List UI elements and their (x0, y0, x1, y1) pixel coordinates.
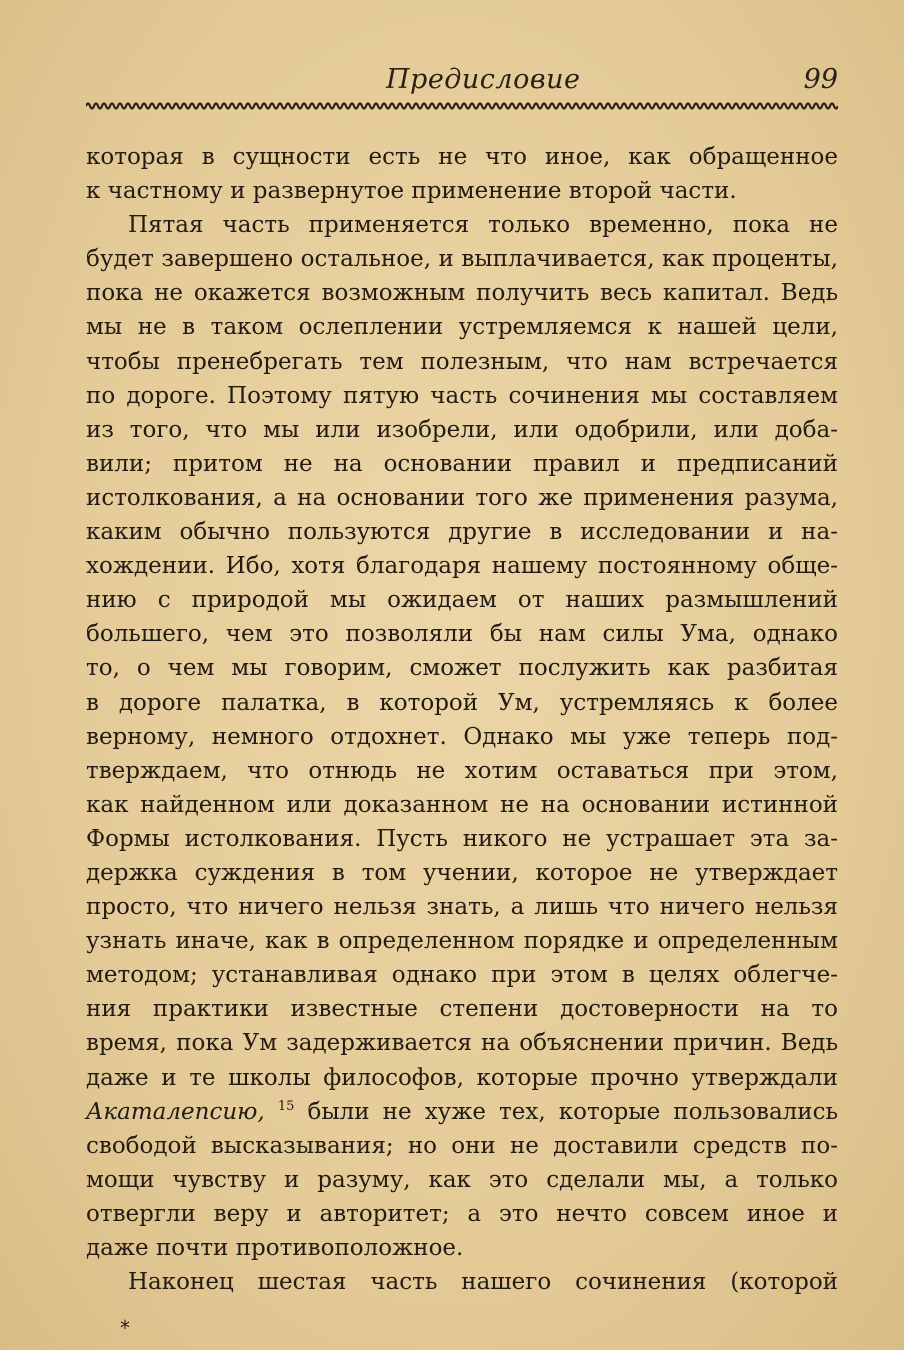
text-line: как найденном или доказанном не на основании истинной (86, 791, 838, 818)
text-line: в дороге палатка, в которой Ум, устремляясь к более (86, 689, 838, 716)
text-line: даже почти противоположное. (86, 1235, 464, 1261)
text-line: даже и те школы философов, которые прочно утверждали (86, 1064, 838, 1091)
text-line: тверждаем, что отнюдь не хотим оставаться при этом, (86, 757, 838, 784)
text-line: методом; устанавливая однако при этом в целях облегче- (86, 962, 838, 989)
text-line: большего, чем это позволяли бы нам силы Ума, однако (86, 621, 838, 648)
text-line: к частному и развернутое применение второй части. (86, 178, 737, 205)
text-line: каким обычно пользуются другие в исследовании и на- (86, 519, 838, 546)
paragraph-1 (86, 140, 838, 208)
text-line: время, пока Ум задерживается на объяснении причин. Ведь (86, 1030, 838, 1057)
paragraph-3 (86, 1265, 838, 1299)
text-line: истолкования, а на основании того же применения разума, (86, 484, 838, 511)
italic-term: Акаталепсию, (86, 1098, 265, 1125)
text-line: вили; притом не на основании правил и предписаний (86, 450, 838, 477)
text-line: ния практики известные степени достоверности на то (86, 996, 838, 1023)
text-line: узнать иначе, как в определенном порядке и определенным (86, 928, 838, 955)
text-line: Наконец шестая часть нашего сочинения (которой (128, 1269, 838, 1296)
page-number: 99 (803, 64, 838, 95)
text-line: чтобы пренебрегать тем полезным, что нам встречается (86, 348, 838, 375)
text-line: из того, что мы или изобрели, или одобрили, или доба- (86, 416, 838, 443)
text-line: Формы истолкования. Пусть никого не устрашает эта за- (86, 825, 838, 852)
text-line: Пятая часть применяется только временно, пока не (128, 212, 838, 239)
text-line: нию с природой мы ожидаем от наших размышлений (86, 587, 838, 614)
text-line: просто, что ничего нельзя знать, а лишь что ничего нельзя (86, 894, 838, 921)
paragraph-2 (86, 208, 838, 1265)
running-head (86, 62, 838, 102)
text-line: держка суждения в том учении, которое не утверждает (86, 859, 838, 886)
text-line-with-footnote (86, 1095, 838, 1129)
footnote-asterisk: * (120, 1316, 130, 1340)
text-line: по дороге. Поэтому пятую часть сочинения мы составляем (86, 382, 838, 409)
text-line: пока не окажется возможным получить весь капитал. Ведь (86, 280, 838, 307)
text-line-rest: были не хуже тех, которые пользовались (294, 1098, 839, 1125)
body-text (86, 140, 838, 1299)
text-line: будет завершено остальное, и выплачивается, как проценты, (86, 246, 838, 273)
text-line: верному, немного отдохнет. Однако мы уже теперь под- (86, 723, 838, 750)
wavy-rule-divider (86, 100, 838, 112)
text-line: то, о чем мы говорим, сможет послужить как разбитая (86, 655, 838, 682)
text-line: свободой высказывания; но они не доставили средств по- (86, 1132, 838, 1159)
text-line: мы не в таком ослеплении устремляемся к нашей цели, (86, 314, 838, 341)
text-line: которая в сущности есть не что иное, как обращенное (86, 144, 838, 170)
running-title: Предисловие (386, 64, 581, 95)
text-line: отвергли веру и авторитет; а это нечто совсем иное и (86, 1200, 838, 1227)
text-line: мощи чувству и разуму, как это сделали мы, а только (86, 1166, 838, 1193)
text-line: хождении. Ибо, хотя благодаря нашему постоянному обще- (86, 553, 838, 580)
footnote-ref[interactable]: 15 (277, 1098, 295, 1114)
